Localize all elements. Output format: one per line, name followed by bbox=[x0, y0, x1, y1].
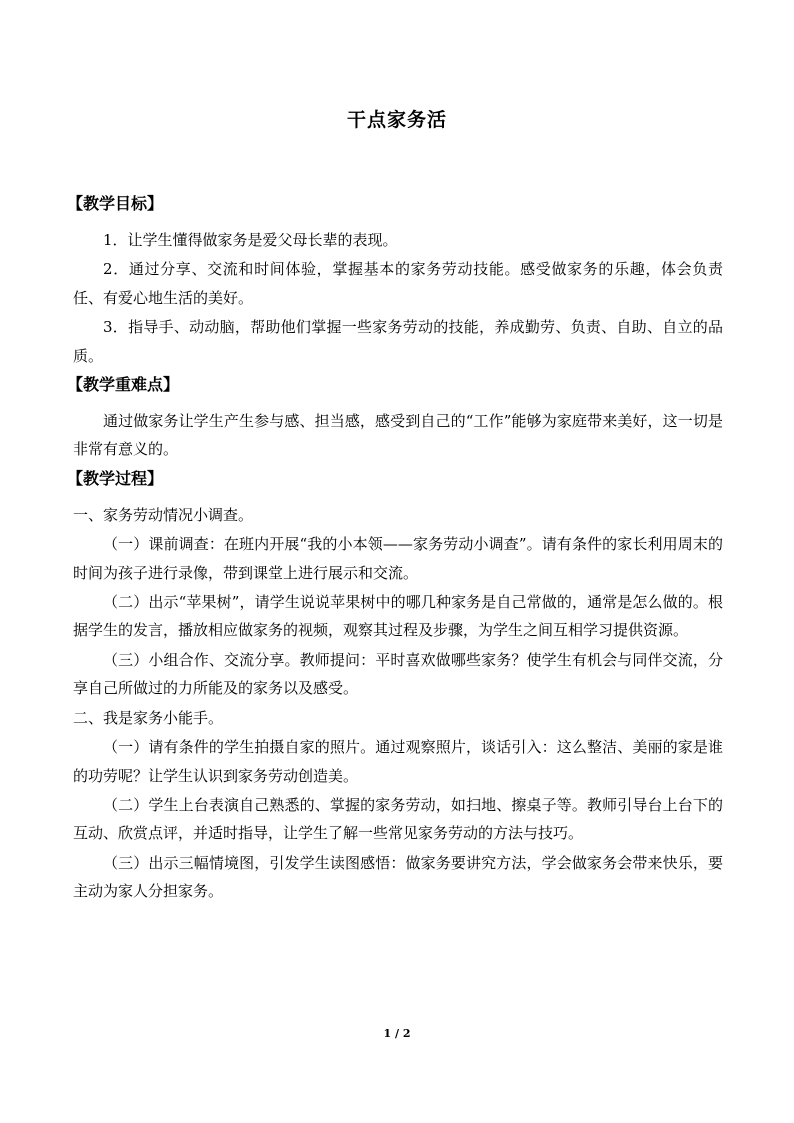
process-step-2-3: （三）出示三幅情境图，引发学生读图感悟：做家务要讲究方法，学会做家务会带来快乐，要主动为家人分担家务。 bbox=[73, 853, 723, 901]
process-step-1-1: （一）课前调查：在班内开展“我的小本领——家务劳动小调查”。请有条件的家长利用周末的时间为孩子进行录像，带到课堂上进行展示和交流。 bbox=[73, 535, 723, 582]
objective-1: 1．让学生懂得做家务是爱父母长辈的表现。 bbox=[103, 231, 398, 249]
page-title: 干点家务活 bbox=[346, 109, 447, 131]
process-step-2-1: （一）请有条件的学生拍摄自家的照片。通过观察照片，谈话引入：这么整洁、美丽的家是谁的功劳呢？让学生认识到家务劳动创造美。 bbox=[73, 738, 723, 785]
process-step-1-3: （三）小组合作、交流分享。教师提问：平时喜欢做哪些家务？使学生有机会与同伴交流，分享自己所做过的力所能及的家务以及感受。 bbox=[73, 650, 723, 698]
process-step-2-2: （二）学生上台表演自己熟悉的、掌握的家务劳动，如扫地、擦桌子等。教师引导台上台下的互动、欣赏点评，并适时指导，让学生了解一些常见家务劳动的方法与技巧。 bbox=[73, 795, 723, 843]
document-body bbox=[67, 190, 723, 907]
section-heading-process: 【教学过程】 bbox=[67, 468, 164, 488]
key-points-text: 通过做家务让学生产生参与感、担当感，感受到自己的“工作”能够为家庭带来美好，这一切是非常有意义的。 bbox=[73, 412, 723, 459]
objective-2: 2．通过分享、交流和时间体验，掌握基本的家务劳动技能。感受做家务的乐趣，体会负责任、有爱心地生活的美好。 bbox=[73, 260, 723, 307]
process-part-2-title: 二、我是家务小能手。 bbox=[73, 708, 224, 727]
section-heading-key-points: 【教学重难点】 bbox=[67, 375, 180, 395]
process-part-1-title: 一、家务劳动情况小调查。 bbox=[73, 505, 254, 524]
section-heading-objectives: 【教学目标】 bbox=[67, 194, 164, 213]
page-number: 1 / 2 bbox=[383, 1027, 411, 1040]
objective-3: 3．指导手、动动脑，帮助他们掌握一些家务劳动的技能，养成勤劳、负责、自助、自立的品质。 bbox=[73, 318, 723, 365]
process-step-1-2: （二）出示“苹果树”，请学生说说苹果树中的哪几种家务是自己常做的，通常是怎么做的。根据学生的发言，播放相应做家务的视频，观察其过程及步骤，为学生之间互相学习提供资源。 bbox=[73, 593, 723, 640]
